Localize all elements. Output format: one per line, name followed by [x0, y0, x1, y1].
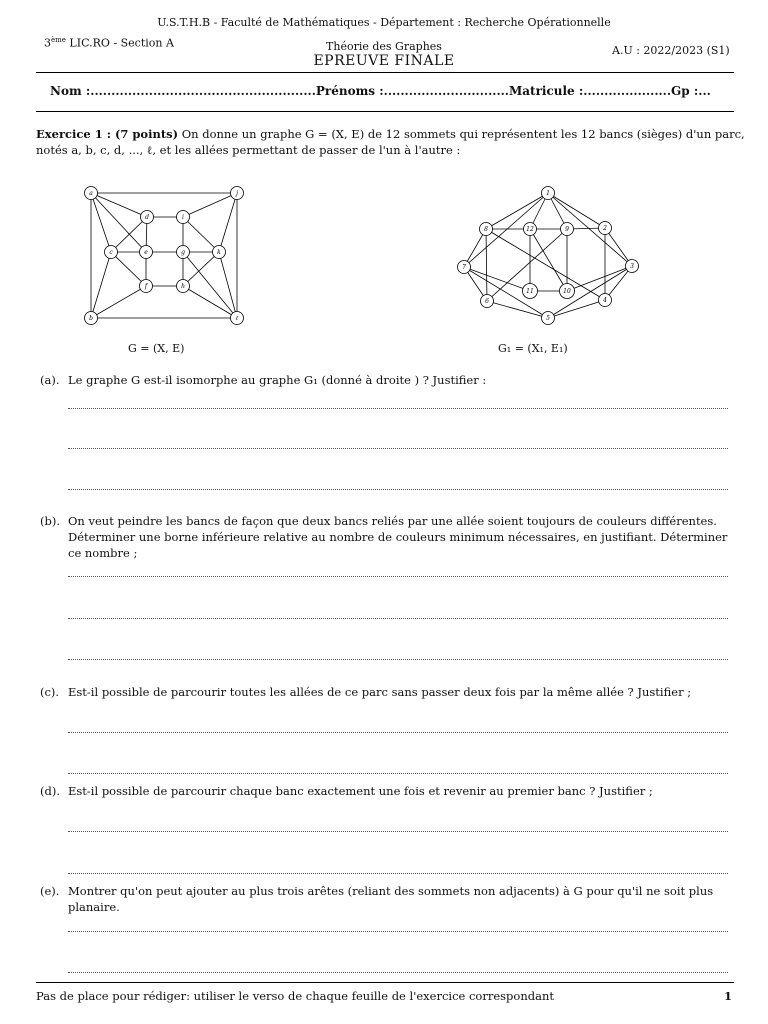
node-g-label-2: j: [236, 190, 238, 197]
node-g1-label-11: 4: [603, 297, 607, 304]
exercise-intro-1: [36, 127, 745, 141]
node-g-label-12: ℓ: [235, 315, 239, 322]
course-title: Théorie des Graphes: [326, 40, 442, 53]
answer-line-e-1[interactable]: [68, 931, 728, 933]
question-d-text: Est-il possible de parcourir chaque banc exactement une fois et revenir au premier banc ? Justifier ;: [68, 784, 653, 798]
caption-graph-g1: G₁ = (X₁, E₁): [498, 342, 568, 355]
node-g1-label-10: 6: [485, 298, 489, 305]
academic-year: A.U : 2022/2023 (S1): [612, 44, 730, 57]
question-a: [40, 372, 732, 388]
level-prefix: 3: [44, 36, 51, 50]
exam-title: EPREUVE FINALE: [313, 53, 455, 69]
answer-line-c-1[interactable]: [68, 732, 728, 734]
answer-line-a-1[interactable]: [68, 408, 728, 410]
level-sup: ème: [51, 36, 66, 44]
identity-line: Nom :......................................................Prénoms :..............................Matricule :.....................Gp :...: [50, 84, 711, 98]
node-g-label-8: k: [217, 249, 221, 256]
header-rule-top: [36, 72, 734, 73]
question-c-label: (c).: [40, 685, 60, 699]
question-b: [40, 513, 732, 560]
node-g-label-1: a: [89, 190, 93, 197]
node-g-label-10: h: [181, 283, 185, 290]
level-rest: LIC.RO - Section A: [65, 36, 174, 50]
node-g1-label-9: 10: [563, 288, 571, 295]
node-g1-label-1: 1: [546, 190, 550, 197]
node-g-label-7: g: [181, 249, 185, 256]
answer-line-c-2[interactable]: [68, 773, 728, 775]
question-b-label: (b).: [40, 514, 60, 528]
node-g1-label-4: 9: [565, 226, 569, 233]
answer-line-b-2[interactable]: [68, 618, 728, 620]
question-a-label: (a).: [40, 373, 60, 387]
footer-rule: [36, 982, 734, 983]
question-e-text: Montrer qu'on peut ajouter au plus trois arêtes (reliant des sommets non adjacents) à G pour qu'il ne soit plus planaire.: [68, 884, 714, 914]
node-g1-label-12: 5: [546, 315, 550, 322]
header-rule-bottom: [36, 111, 734, 112]
question-d-label: (d).: [40, 784, 60, 798]
answer-line-d-1[interactable]: [68, 831, 728, 833]
page-number: 1: [724, 989, 733, 1003]
level-section: [44, 36, 174, 50]
node-g-label-3: d: [145, 214, 149, 221]
node-g-label-11: b: [89, 315, 93, 322]
institution-line: U.S.T.H.B - Faculté de Mathématiques - Département : Recherche Opérationnelle: [157, 16, 611, 29]
footer-note: Pas de place pour rédiger: utiliser le verso de chaque feuille de l'exercice correspondant: [36, 989, 554, 1003]
question-e: [40, 883, 732, 914]
question-c-text: Est-il possible de parcourir toutes les allées de ce parc sans passer deux fois par la même allée ? Justifier ;: [68, 685, 692, 699]
exercise-heading: Exercice 1 : (7 points): [36, 127, 179, 141]
graph-g1: [450, 178, 650, 333]
answer-line-b-1[interactable]: [68, 576, 728, 578]
answer-line-d-2[interactable]: [68, 873, 728, 875]
question-e-label: (e).: [40, 884, 60, 898]
node-g1-label-8: 11: [526, 288, 534, 295]
question-c: [40, 684, 732, 700]
graph-g: [70, 178, 260, 333]
question-d: [40, 783, 732, 799]
answer-line-a-3[interactable]: [68, 489, 728, 491]
exercise-intro-2: notés a, b, c, d, ..., ℓ, et les allées permettant de passer de l'un à l'autre :: [36, 143, 461, 157]
node-g1-label-7: 3: [630, 263, 634, 270]
node-g1-label-5: 2: [603, 225, 607, 232]
question-a-text: Le graphe G est-il isomorphe au graphe G₁ (donné à droite ) ? Justifier :: [68, 373, 487, 387]
question-b-text: On veut peindre les bancs de façon que deux bancs reliés par une allée soient toujours de couleurs différentes. Déterminer une borne inférieure relative au nombre de couleurs minimum nécessaires, en justifiant. Déterminer ce nombre ;: [68, 514, 728, 560]
node-g-label-5: c: [109, 249, 113, 256]
caption-graph-g: G = (X, E): [128, 342, 185, 355]
node-g-label-6: e: [144, 249, 148, 256]
node-g-label-9: f: [144, 283, 148, 290]
node-g1-label-2: 8: [484, 226, 488, 233]
answer-line-e-2[interactable]: [68, 972, 728, 974]
node-g1-label-6: 7: [462, 264, 466, 271]
node-g-label-4: i: [182, 214, 184, 221]
answer-line-b-3[interactable]: [68, 659, 728, 661]
answer-line-a-2[interactable]: [68, 448, 728, 450]
node-g1-label-3: 12: [526, 226, 534, 233]
exercise-intro-text-1: On donne un graphe G = (X, E) de 12 sommets qui représentent les 12 bancs (sièges) d'un parc,: [181, 127, 745, 141]
